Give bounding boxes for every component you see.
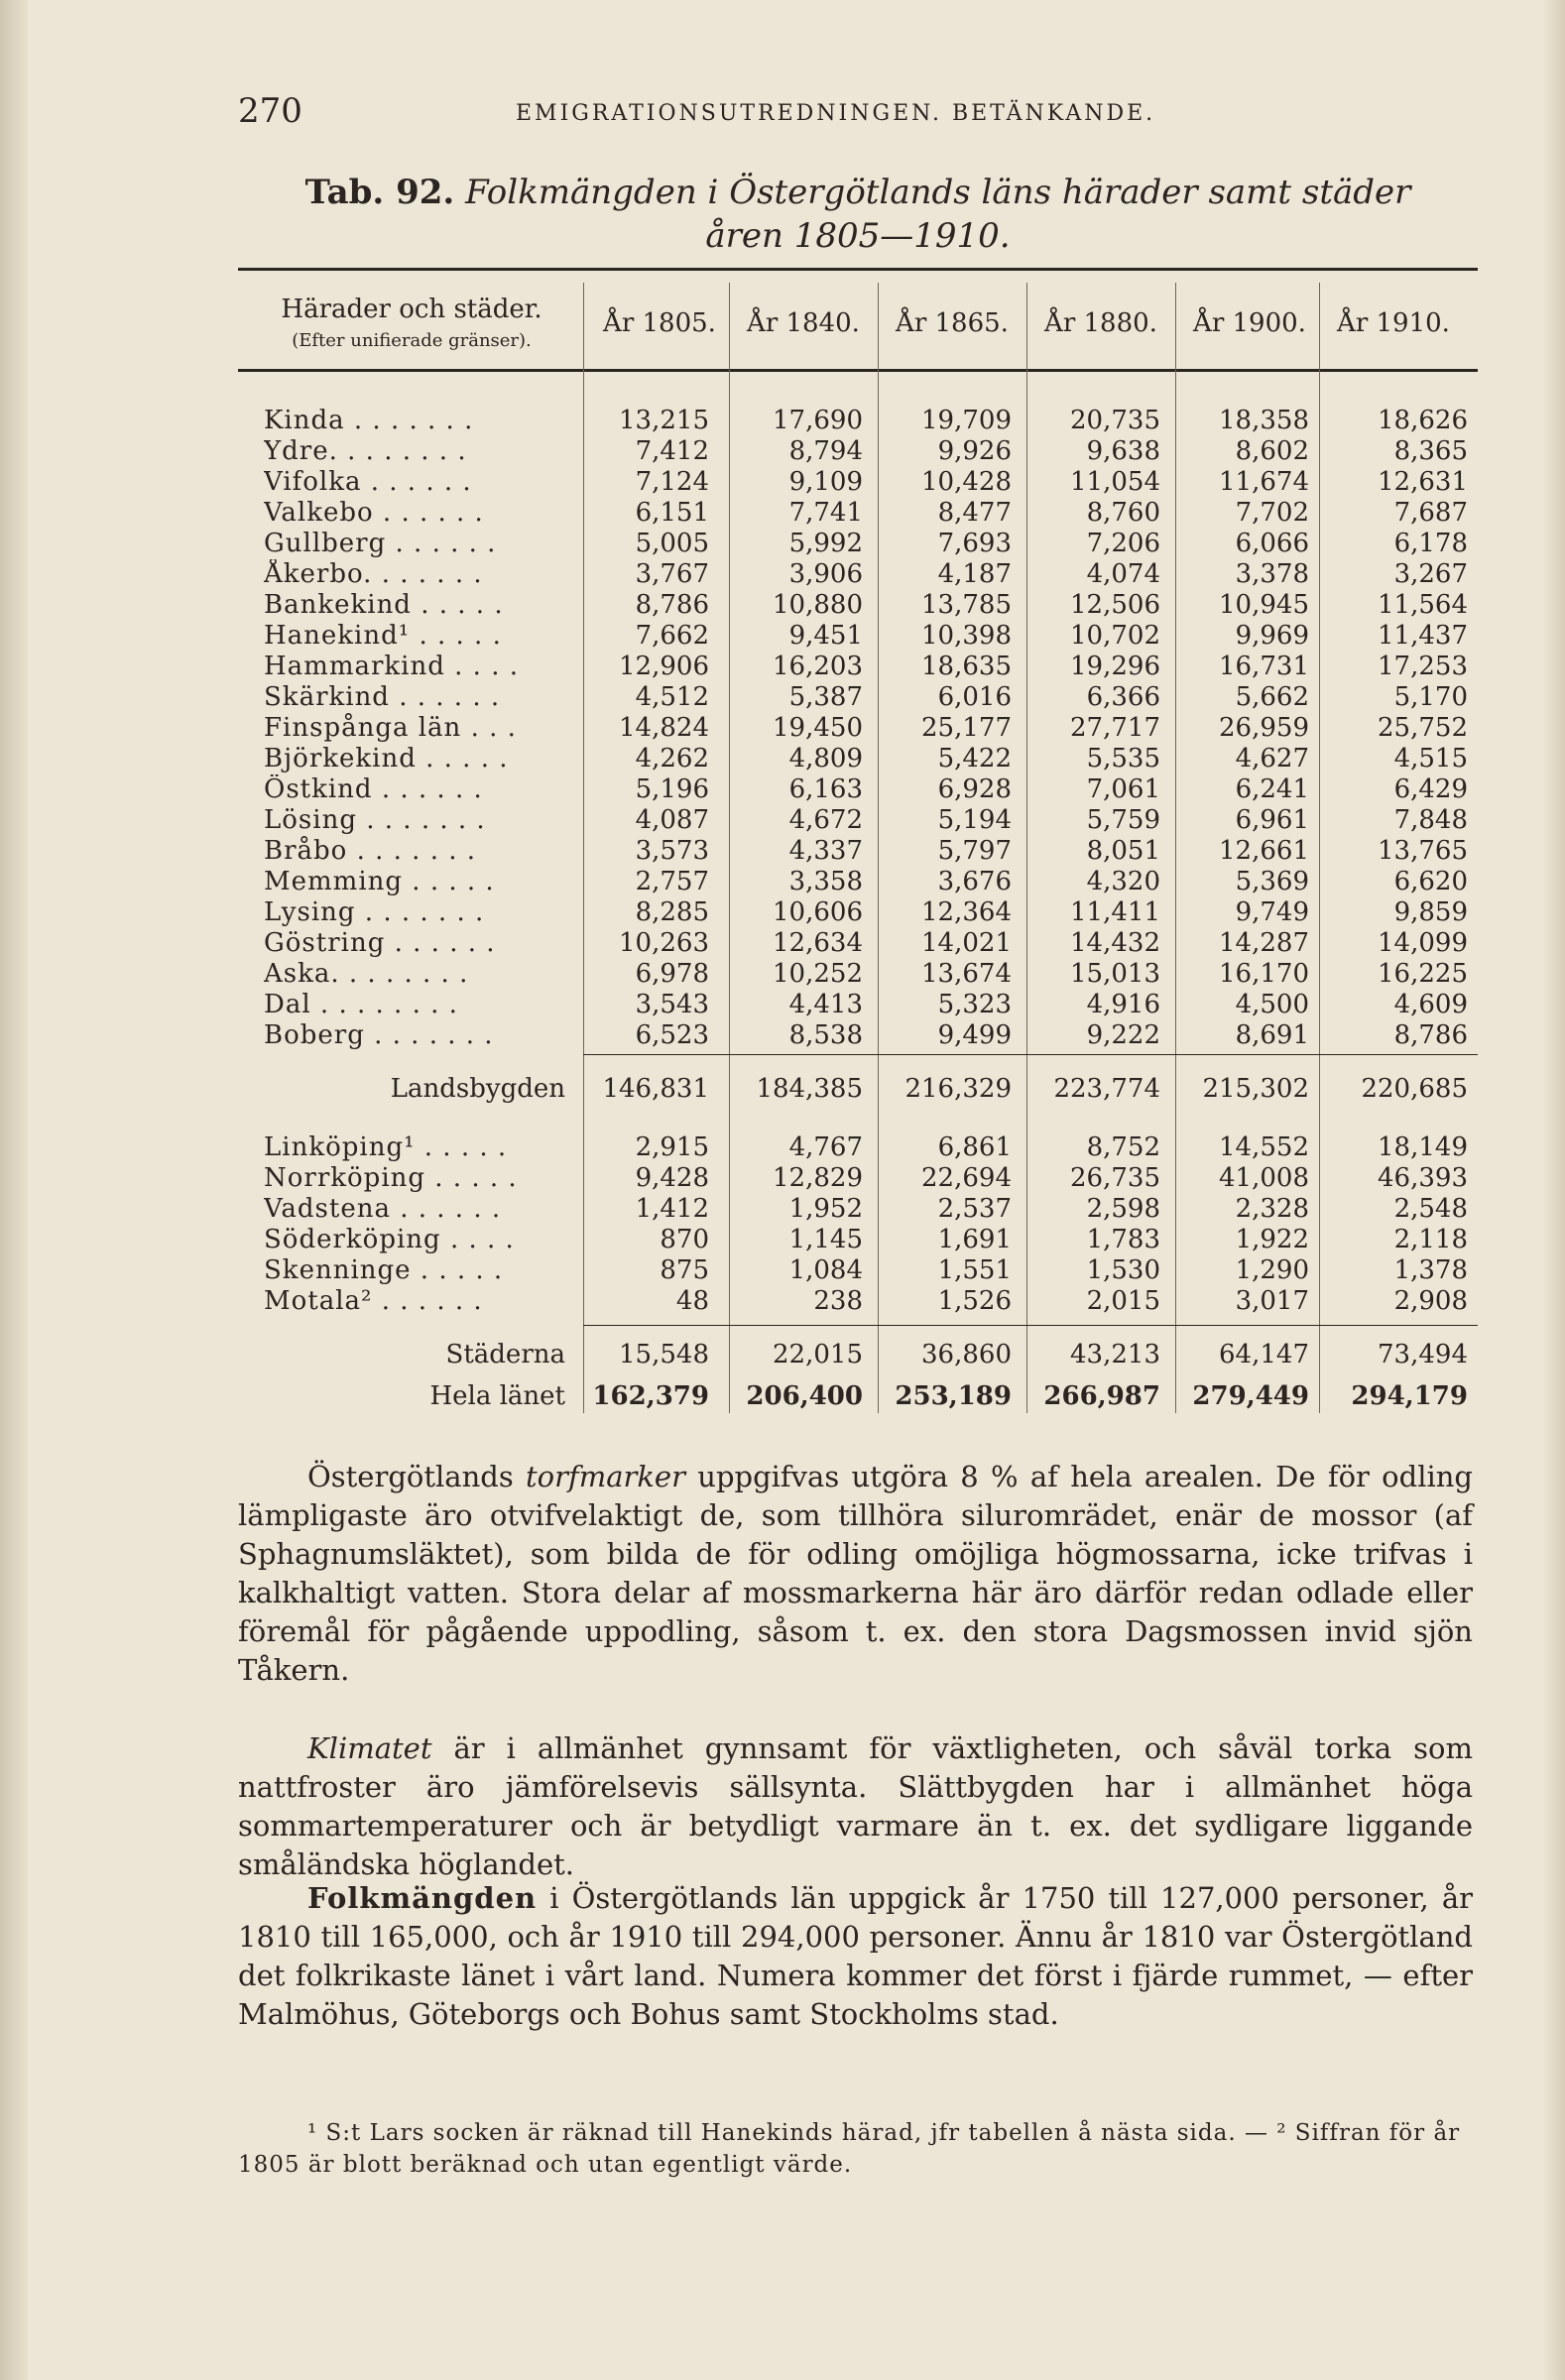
row-value: 4,512 [635, 682, 709, 712]
row-name: Skenninge . . . . . [264, 1255, 504, 1285]
p1-text-post: uppgifvas utgöra 8 % af hela arealen. De för odling lämpligaste äro otvifvelaktigt de, som tillhöra siluromrädet, enär de mossor (af Sphagnumsläktet), som bilda de för odling omöjliga högmossarna, icke trifvas i kalkhaltigt vatten. Stora delar af mossmarkerna här äro därför redan odlade eller föremål för pågående uppodling, såsom t. ex. den stora Dagsmossen invid sjön Tåkern. [238, 1460, 1473, 1687]
row-value: 19,709 [921, 406, 1012, 435]
table-row [238, 559, 1478, 590]
row-value: 1,691 [937, 1225, 1012, 1254]
row-value: 1,551 [937, 1255, 1012, 1285]
row-value: 266,987 [1043, 1381, 1160, 1411]
table-row [238, 1163, 1478, 1194]
row-value: 5,194 [937, 805, 1012, 835]
row-value: 11,411 [1070, 897, 1160, 927]
table-title-line2: åren 1805—1910. [705, 216, 1011, 256]
row-value: 294,179 [1351, 1381, 1468, 1411]
row-value: 19,296 [1070, 652, 1160, 681]
row-value: 6,066 [1235, 529, 1309, 558]
row-value: 5,422 [937, 744, 1012, 774]
table-row [238, 1194, 1478, 1225]
table-row [238, 1225, 1478, 1255]
row-value: 14,824 [619, 713, 709, 743]
row-value: 5,992 [788, 529, 863, 558]
row-name: Norrköping . . . . . [264, 1163, 518, 1193]
p1-italic: torfmarker [526, 1460, 685, 1493]
row-value: 9,109 [788, 467, 863, 497]
row-value: 2,757 [635, 867, 709, 896]
row-value: 3,573 [635, 836, 709, 866]
row-value: 10,398 [921, 621, 1012, 651]
table-row [238, 590, 1478, 621]
row-value: 17,253 [1378, 652, 1468, 681]
row-name: Städerna [445, 1340, 565, 1369]
row-value: 5,387 [788, 682, 863, 712]
table-row [238, 1286, 1478, 1317]
paragraph-torfmarker [238, 1458, 1473, 1690]
header-year: År 1865. [896, 308, 1009, 338]
row-name: Hela länet [429, 1381, 565, 1411]
row-value: 4,413 [788, 990, 863, 1019]
row-value: 7,061 [1086, 774, 1160, 804]
row-value: 36,860 [921, 1340, 1012, 1369]
row-value: 16,170 [1219, 959, 1309, 989]
row-value: 1,922 [1235, 1225, 1309, 1254]
row-value: 27,717 [1070, 713, 1160, 743]
row-value: 8,786 [635, 590, 709, 620]
row-value: 6,178 [1393, 529, 1468, 558]
table-row [238, 498, 1478, 529]
row-value: 14,552 [1219, 1132, 1309, 1162]
row-value: 4,500 [1235, 990, 1309, 1019]
table-label: Tab. 92. [304, 173, 455, 212]
row-value: 17,690 [773, 406, 863, 435]
row-value: 10,880 [773, 590, 863, 620]
row-value: 3,906 [788, 559, 863, 589]
table-row [238, 744, 1478, 774]
row-value: 41,008 [1219, 1163, 1309, 1193]
row-value: 253,189 [895, 1381, 1012, 1411]
row-value: 19,450 [773, 713, 863, 743]
subtotal-rule [583, 1054, 1478, 1055]
row-name: Bankekind . . . . . [264, 590, 504, 620]
row-value: 3,358 [788, 867, 863, 896]
row-value: 8,786 [1393, 1020, 1468, 1050]
footnote: ¹ S:t Lars socken är räknad till Hanekinds härad, jfr tabellen å nästa sida. — ² Siffran för år 1805 är blott beräknad och utan egentligt värde. [238, 2120, 1461, 2178]
row-name: Bråbo . . . . . . . [264, 836, 477, 866]
table-row [238, 836, 1478, 867]
row-value: 2,598 [1086, 1194, 1160, 1224]
row-value: 15,013 [1070, 959, 1160, 989]
row-value: 11,437 [1378, 621, 1468, 651]
page-number: 270 [238, 91, 302, 131]
row-value: 5,369 [1235, 867, 1309, 896]
row-value: 7,693 [937, 529, 1012, 558]
row-name: Linköping¹ . . . . . [264, 1132, 508, 1162]
row-value: 7,206 [1086, 529, 1160, 558]
row-value: 215,302 [1202, 1074, 1309, 1104]
row-value: 64,147 [1219, 1340, 1309, 1369]
row-value: 3,543 [635, 990, 709, 1019]
row-value: 3,676 [937, 867, 1012, 896]
row-value: 3,378 [1235, 559, 1309, 589]
table-row [238, 529, 1478, 559]
table-top-rule [238, 268, 1478, 271]
row-name: Kinda . . . . . . . [264, 406, 474, 435]
page-edge-left [0, 0, 28, 2380]
row-value: 2,328 [1235, 1194, 1309, 1224]
row-name: Söderköping . . . . [264, 1225, 515, 1254]
row-name: Hammarkind . . . . [264, 652, 519, 681]
row-value: 12,634 [773, 928, 863, 958]
row-value: 43,213 [1070, 1340, 1160, 1369]
table-row [238, 436, 1478, 467]
row-value: 16,731 [1219, 652, 1309, 681]
row-value: 18,149 [1378, 1132, 1468, 1162]
header-year: År 1900. [1193, 308, 1306, 338]
row-value: 220,685 [1361, 1074, 1468, 1104]
running-head [238, 91, 1478, 141]
row-value: 18,358 [1219, 406, 1309, 435]
paragraph-klimatet [238, 1729, 1473, 1884]
row-value: 1,530 [1086, 1255, 1160, 1285]
table-row [238, 774, 1478, 805]
row-name: Göstring . . . . . . [264, 928, 496, 958]
row-name: Motala² . . . . . . [264, 1286, 483, 1316]
row-value: 7,662 [635, 621, 709, 651]
table-row [238, 467, 1478, 498]
row-value: 14,287 [1219, 928, 1309, 958]
row-value: 1,290 [1235, 1255, 1309, 1285]
row-value: 8,794 [788, 436, 863, 466]
row-name: Lysing . . . . . . . [264, 897, 485, 927]
row-name: Finspånga län . . . [264, 713, 517, 743]
row-value: 6,620 [1393, 867, 1468, 896]
header-harader [248, 294, 575, 357]
table-row [238, 652, 1478, 682]
row-value: 875 [660, 1255, 709, 1285]
row-value: 14,021 [921, 928, 1012, 958]
row-value: 9,428 [635, 1163, 709, 1193]
row-value: 4,672 [788, 805, 863, 835]
row-value: 4,262 [635, 744, 709, 774]
row-value: 22,015 [773, 1340, 863, 1369]
row-name: Memming . . . . . [264, 867, 495, 896]
running-title: EMIGRATIONSUTREDNINGEN. BETÄNKANDE. [516, 101, 1156, 126]
row-value: 16,225 [1378, 959, 1468, 989]
row-value: 3,267 [1393, 559, 1468, 589]
row-value: 25,752 [1378, 713, 1468, 743]
row-value: 8,602 [1235, 436, 1309, 466]
row-value: 26,735 [1070, 1163, 1160, 1193]
row-value: 2,908 [1393, 1286, 1468, 1316]
row-value: 238 [813, 1286, 863, 1316]
row-value: 216,329 [904, 1074, 1012, 1104]
row-value: 3,767 [635, 559, 709, 589]
row-value: 6,429 [1393, 774, 1468, 804]
row-value: 1,783 [1086, 1225, 1160, 1254]
header-harader-title: Härader och städer. [281, 295, 542, 324]
row-value: 4,320 [1086, 867, 1160, 896]
row-name: Östkind . . . . . . [264, 774, 483, 804]
row-value: 9,222 [1086, 1020, 1160, 1050]
table-row [238, 1255, 1478, 1286]
row-value: 9,451 [788, 621, 863, 651]
header-harader-subtitle: (Efter unifierade gränser). [292, 330, 532, 351]
row-value: 6,523 [635, 1020, 709, 1050]
row-value: 18,635 [921, 652, 1012, 681]
row-value: 279,449 [1192, 1381, 1309, 1411]
row-value: 4,916 [1086, 990, 1160, 1019]
table-row [238, 1020, 1478, 1051]
row-value: 7,687 [1393, 498, 1468, 528]
row-value: 11,564 [1378, 590, 1468, 620]
row-value: 4,087 [635, 805, 709, 835]
header-year: År 1910. [1337, 308, 1450, 338]
table-caption [238, 171, 1478, 258]
row-value: 1,526 [937, 1286, 1012, 1316]
row-value: 4,767 [788, 1132, 863, 1162]
row-value: 10,252 [773, 959, 863, 989]
table-row [238, 1381, 1478, 1412]
row-value: 5,797 [937, 836, 1012, 866]
p2-italic: Klimatet [307, 1731, 432, 1765]
row-name: Åkerbo. . . . . . . [264, 559, 483, 589]
row-value: 8,285 [635, 897, 709, 927]
header-year: År 1840. [747, 308, 860, 338]
table-row [238, 805, 1478, 836]
row-value: 18,626 [1378, 406, 1468, 435]
table-row [238, 867, 1478, 897]
row-value: 8,477 [937, 498, 1012, 528]
row-value: 26,959 [1219, 713, 1309, 743]
p3-bold-lead: Folkmängden [307, 1881, 538, 1915]
row-name: Vifolka . . . . . . [264, 467, 472, 497]
row-value: 9,969 [1235, 621, 1309, 651]
row-value: 3,017 [1235, 1286, 1309, 1316]
row-value: 20,735 [1070, 406, 1160, 435]
row-value: 184,385 [756, 1074, 863, 1104]
row-value: 4,187 [937, 559, 1012, 589]
row-value: 6,241 [1235, 774, 1309, 804]
paragraph-folkmangden [238, 1879, 1473, 2034]
page-edge-right [1543, 0, 1565, 2380]
p1-text-pre: Östergötlands [307, 1460, 526, 1493]
row-value: 5,759 [1086, 805, 1160, 835]
row-value: 2,915 [635, 1132, 709, 1162]
row-value: 6,151 [635, 498, 709, 528]
row-value: 1,145 [788, 1225, 863, 1254]
row-value: 6,016 [937, 682, 1012, 712]
row-value: 2,015 [1086, 1286, 1160, 1316]
row-value: 13,215 [619, 406, 709, 435]
row-value: 12,364 [921, 897, 1012, 927]
row-value: 4,074 [1086, 559, 1160, 589]
row-value: 12,906 [619, 652, 709, 681]
row-value: 14,099 [1378, 928, 1468, 958]
table-row [238, 1132, 1478, 1163]
row-name: Lösing . . . . . . . [264, 805, 486, 835]
row-value: 16,203 [773, 652, 863, 681]
row-value: 8,760 [1086, 498, 1160, 528]
row-value: 1,378 [1393, 1255, 1468, 1285]
row-value: 12,506 [1070, 590, 1160, 620]
row-value: 14,432 [1070, 928, 1160, 958]
row-value: 7,412 [635, 436, 709, 466]
row-value: 22,694 [921, 1163, 1012, 1193]
row-value: 8,538 [788, 1020, 863, 1050]
row-value: 5,196 [635, 774, 709, 804]
row-name: Hanekind¹ . . . . . [264, 621, 502, 651]
row-value: 73,494 [1378, 1340, 1468, 1369]
row-value: 11,054 [1070, 467, 1160, 497]
row-value: 13,765 [1378, 836, 1468, 866]
row-value: 1,952 [788, 1194, 863, 1224]
row-value: 2,537 [937, 1194, 1012, 1224]
table-row [238, 682, 1478, 713]
row-value: 11,674 [1219, 467, 1309, 497]
header-year: År 1805. [603, 308, 716, 338]
row-name: Björkekind . . . . . [264, 744, 509, 774]
row-value: 15,548 [619, 1340, 709, 1369]
row-value: 4,609 [1393, 990, 1468, 1019]
row-value: 7,702 [1235, 498, 1309, 528]
row-value: 46,393 [1378, 1163, 1468, 1193]
row-value: 6,366 [1086, 682, 1160, 712]
row-value: 8,752 [1086, 1132, 1160, 1162]
row-value: 146,831 [602, 1074, 709, 1104]
table-row [238, 1340, 1478, 1370]
table-row [238, 928, 1478, 959]
row-name: Vadstena . . . . . . [264, 1194, 502, 1224]
row-value: 5,005 [635, 529, 709, 558]
row-value: 2,118 [1393, 1225, 1468, 1254]
row-value: 10,263 [619, 928, 709, 958]
row-value: 5,323 [937, 990, 1012, 1019]
row-value: 6,163 [788, 774, 863, 804]
header-year: År 1880. [1044, 308, 1157, 338]
row-value: 1,084 [788, 1255, 863, 1285]
row-value: 7,124 [635, 467, 709, 497]
row-value: 10,606 [773, 897, 863, 927]
row-value: 223,774 [1053, 1074, 1160, 1104]
row-value: 2,548 [1393, 1194, 1468, 1224]
row-value: 6,961 [1235, 805, 1309, 835]
table-row [238, 990, 1478, 1020]
row-value: 5,535 [1086, 744, 1160, 774]
row-value: 206,400 [746, 1381, 863, 1411]
row-value: 4,809 [788, 744, 863, 774]
row-value: 5,170 [1393, 682, 1468, 712]
row-value: 10,945 [1219, 590, 1309, 620]
row-value: 13,674 [921, 959, 1012, 989]
table-header-rule [238, 369, 1478, 372]
table-row [238, 406, 1478, 436]
row-value: 9,499 [937, 1020, 1012, 1050]
table-row [238, 897, 1478, 928]
row-value: 13,785 [921, 590, 1012, 620]
table-row [238, 1074, 1478, 1105]
row-value: 9,638 [1086, 436, 1160, 466]
row-name: Dal . . . . . . . . [264, 990, 458, 1019]
table-title-line1: Folkmängden i Östergötlands läns härader samt städer [465, 173, 1411, 212]
row-name: Gullberg . . . . . . [264, 529, 497, 558]
table-row [238, 959, 1478, 990]
row-value: 9,749 [1235, 897, 1309, 927]
row-value: 9,859 [1393, 897, 1468, 927]
row-value: 6,928 [937, 774, 1012, 804]
row-value: 4,627 [1235, 744, 1309, 774]
row-value: 4,515 [1393, 744, 1468, 774]
p2-text-post: är i allmänhet gynnsamt för växtligheten, och såväl torka som nattfroster äro jämförelsevis sällsynta. Slättbygden har i allmänhet höga sommartemperaturer och är betydligt varmare än t. ex. det sydligare liggande småländska höglandet. [238, 1731, 1473, 1881]
row-value: 5,662 [1235, 682, 1309, 712]
subtotal-rule [583, 1325, 1478, 1326]
row-value: 1,412 [635, 1194, 709, 1224]
row-value: 10,428 [921, 467, 1012, 497]
table-row [238, 713, 1478, 744]
row-value: 12,829 [773, 1163, 863, 1193]
row-value: 25,177 [921, 713, 1012, 743]
row-value: 162,379 [592, 1381, 709, 1411]
row-value: 8,691 [1235, 1020, 1309, 1050]
row-value: 12,661 [1219, 836, 1309, 866]
row-value: 7,741 [788, 498, 863, 528]
row-value: 6,978 [635, 959, 709, 989]
row-name: Landsbygden [390, 1074, 565, 1104]
row-name: Aska. . . . . . . . [264, 959, 469, 989]
row-value: 8,051 [1086, 836, 1160, 866]
row-value: 9,926 [937, 436, 1012, 466]
row-value: 12,631 [1378, 467, 1468, 497]
row-name: Valkebo . . . . . . [264, 498, 484, 528]
row-value: 48 [675, 1286, 709, 1316]
table-row [238, 621, 1478, 652]
row-name: Ydre. . . . . . . . [264, 436, 467, 466]
row-value: 8,365 [1393, 436, 1468, 466]
row-name: Boberg . . . . . . . [264, 1020, 494, 1050]
row-name: Skärkind . . . . . . [264, 682, 501, 712]
row-value: 870 [660, 1225, 709, 1254]
row-value: 4,337 [788, 836, 863, 866]
row-value: 10,702 [1070, 621, 1160, 651]
row-value: 7,848 [1393, 805, 1468, 835]
row-value: 6,861 [937, 1132, 1012, 1162]
p3-text-post: i Östergötlands län uppgick år 1750 till 127,000 personer, år 1810 till 165,000, och år 1910 till 294,000 personer. Ännu år 1810 var Östergötland det folkrikaste länet i vårt land. Numera kommer det först i fjärde rummet, — efter Malmöhus, Göteborgs och Bohus samt Stockholms stad. [238, 1881, 1473, 2031]
